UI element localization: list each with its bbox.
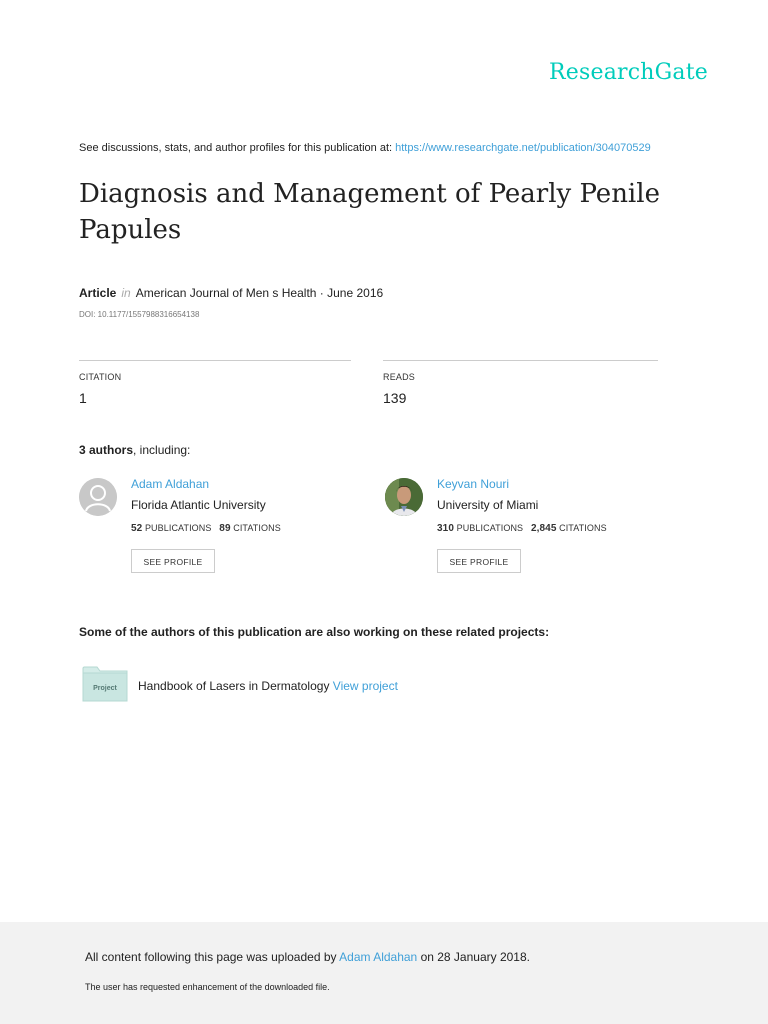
doi: DOI: 10.1177/1557988316654138	[79, 310, 200, 319]
author-photo-icon	[385, 478, 423, 516]
publication-type: Article	[79, 286, 117, 300]
citations-label: CITATIONS	[233, 523, 281, 533]
default-user-avatar-icon[interactable]	[79, 478, 117, 516]
citation-label: CITATION	[79, 372, 122, 382]
folder-icon	[82, 664, 128, 702]
citation-divider	[79, 360, 351, 361]
upload-suffix: on 28 January 2018.	[417, 950, 530, 964]
discussion-line	[79, 142, 651, 154]
upload-note	[85, 950, 530, 964]
researchgate-logo[interactable]: ResearchGate	[549, 60, 708, 85]
project-name: Handbook of Lasers in Dermatology	[138, 679, 330, 693]
author-name-link[interactable]: Keyvan Nouri	[437, 477, 510, 491]
discussion-text: See discussions, stats, and author profiles for this publication at:	[79, 142, 396, 154]
author-name-link[interactable]: Adam Aldahan	[131, 477, 210, 491]
citations-label: CITATIONS	[559, 523, 607, 533]
see-profile-button[interactable]: SEE PROFILE	[437, 549, 521, 573]
publication-title: Diagnosis and Management of Pearly Penile Papules	[79, 179, 660, 245]
user-silhouette-icon	[79, 478, 117, 516]
enhancement-note: The user has requested enhancement of the downloaded file.	[85, 982, 330, 992]
project-icon-label: Project	[93, 685, 117, 692]
author-institution: University of Miami	[437, 498, 539, 512]
publications-label: PUBLICATIONS	[456, 523, 524, 533]
publications-count: 310	[437, 523, 454, 534]
authors-including: , including:	[133, 443, 191, 457]
user-photo-avatar[interactable]	[385, 478, 423, 516]
project-folder-icon[interactable]	[82, 664, 128, 702]
author-stats	[437, 523, 607, 534]
publication-url-link[interactable]: https://www.researchgate.net/publication/304070529	[395, 142, 651, 154]
view-project-link[interactable]: View project	[332, 679, 398, 693]
publications-label: PUBLICATIONS	[144, 523, 212, 533]
uploader-link[interactable]: Adam Aldahan	[339, 950, 418, 964]
author-stats	[131, 523, 281, 534]
journal-date[interactable]: American Journal of Men s Health · June 2016	[135, 286, 384, 300]
upload-prefix: All content following this page was uploaded by	[85, 950, 340, 964]
author-institution: Florida Atlantic University	[131, 498, 266, 512]
authors-heading	[79, 443, 190, 457]
publication-meta	[79, 286, 383, 300]
reads-value: 139	[383, 390, 407, 406]
authors-count: 3 authors	[79, 443, 134, 457]
see-profile-button[interactable]: SEE PROFILE	[131, 549, 215, 573]
footer-panel	[0, 922, 768, 1024]
related-projects-heading: Some of the authors of this publication are also working on these related projects:	[79, 625, 550, 639]
reads-divider	[383, 360, 658, 361]
citations-count: 2,845	[530, 523, 557, 534]
citation-value: 1	[79, 390, 87, 406]
in-word: in	[121, 286, 131, 300]
publications-count: 52	[131, 523, 143, 534]
citations-count: 89	[219, 523, 231, 534]
project-line	[138, 679, 398, 693]
reads-label: READS	[383, 372, 416, 382]
